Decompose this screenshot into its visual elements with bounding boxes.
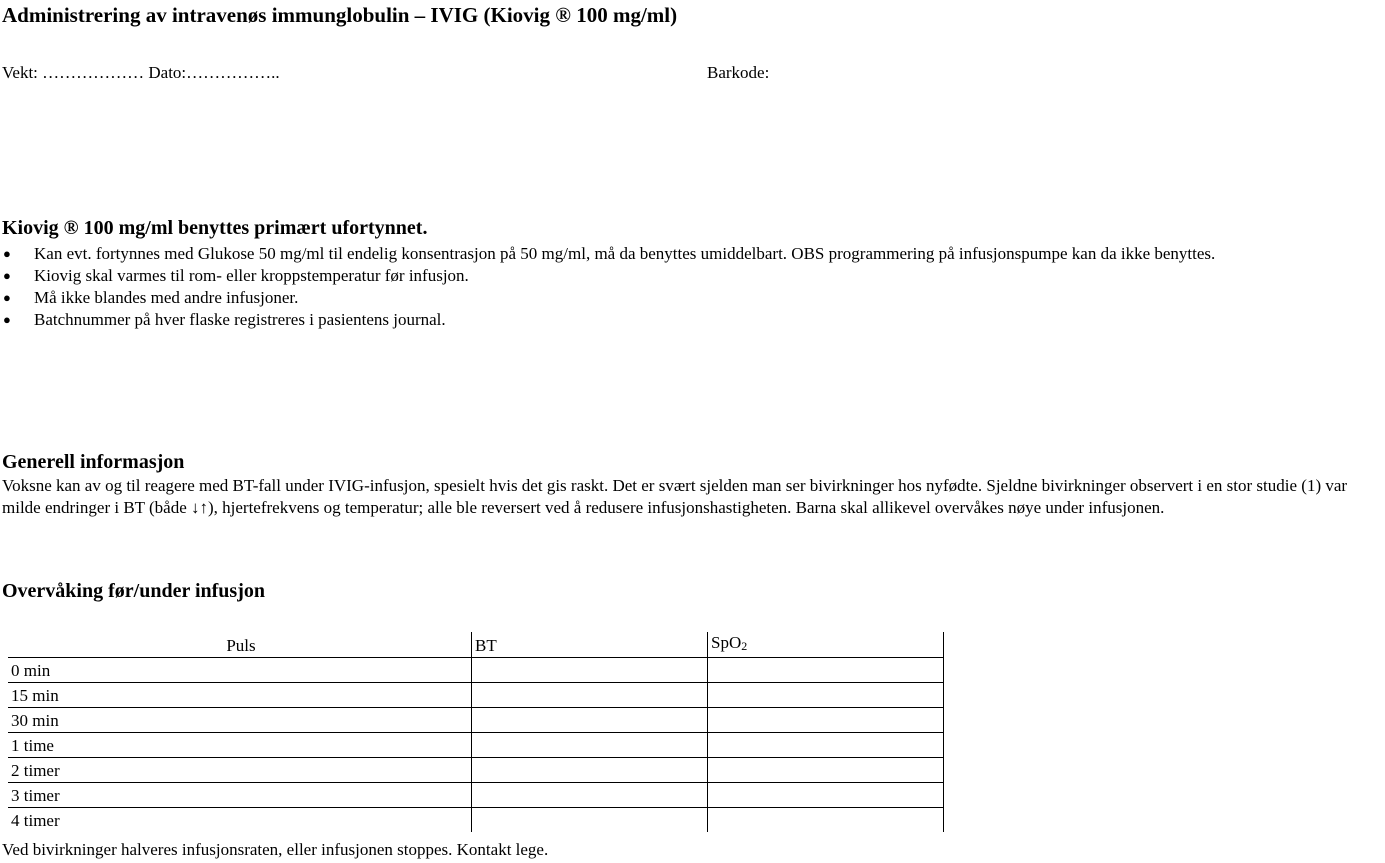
document-title: Administrering av intravenøs immunglobulin – IVIG (Kiovig ® 100 mg/ml): [2, 3, 678, 27]
generell-heading: Generell informasjon: [2, 451, 185, 473]
bullet-item: ● Kiovig skal varmes til rom- eller kroppstemperatur før infusjon.: [3, 266, 469, 285]
spo2-cell[interactable]: [708, 808, 944, 833]
table-row: [8, 683, 944, 708]
date-field[interactable]: Dato:……………..: [148, 63, 280, 82]
spo2-cell[interactable]: [708, 783, 944, 808]
table-row: [8, 708, 944, 733]
table-row: [8, 733, 944, 758]
bullet-item: ● Batchnummer på hver flaske registreres i pasientens journal.: [3, 310, 446, 329]
meta-fields: [2, 62, 280, 84]
row-time-label: 30 min: [8, 708, 472, 733]
table-row: [8, 658, 944, 683]
bt-cell[interactable]: [472, 683, 708, 708]
bullet-item: ● Må ikke blandes med andre infusjoner.: [3, 288, 299, 307]
table-row: [8, 783, 944, 808]
bt-cell[interactable]: [472, 758, 708, 783]
column-header-bt: BT: [472, 632, 708, 658]
table-row: [8, 758, 944, 783]
row-time-label: 15 min: [8, 683, 472, 708]
kiovig-bullet-list: [0, 243, 1385, 331]
row-time-label: 0 min: [8, 658, 472, 683]
monitoring-table: [8, 632, 944, 832]
footer-note: Ved bivirkninger halveres infusjonsraten, eller infusjonen stoppes. Kontakt lege.: [2, 840, 549, 859]
column-header-spo2: SpO$_2$: [708, 632, 944, 658]
kiovig-heading: Kiovig ® 100 mg/ml benyttes primært ufortynnet.: [2, 217, 428, 239]
bt-cell[interactable]: [472, 708, 708, 733]
bullet-dot-icon: ●: [3, 268, 11, 283]
weight-field[interactable]: Vekt: ………………: [2, 63, 145, 82]
spo2-cell[interactable]: [708, 683, 944, 708]
bullet-dot-icon: ●: [3, 290, 11, 305]
spo2-cell[interactable]: [708, 658, 944, 683]
bt-cell[interactable]: [472, 783, 708, 808]
spo2-cell[interactable]: [708, 758, 944, 783]
monitoring-heading: Overvåking før/under infusjon: [2, 580, 265, 602]
row-time-label: 1 time: [8, 733, 472, 758]
barcode-label: Barkode:: [707, 63, 770, 82]
bullet-item: ● Kan evt. fortynnes med Glukose 50 mg/ml til endelig konsentrasjon på 50 mg/ml, må da benyttes umiddelbart. OBS programmering på infusjonspumpe kan da ikke benyttes.: [3, 244, 1216, 263]
table-header-row: [8, 632, 944, 658]
row-time-label: 3 timer: [8, 783, 472, 808]
bt-cell[interactable]: [472, 658, 708, 683]
bt-cell[interactable]: [472, 808, 708, 833]
row-time-label: 2 timer: [8, 758, 472, 783]
table-row: [8, 808, 944, 833]
bullet-dot-icon: ●: [3, 312, 11, 327]
spo2-cell[interactable]: [708, 708, 944, 733]
generell-paragraph: Voksne kan av og til reagere med BT-fall under IVIG-infusjon, spesielt hvis det gis raskt. Det er svært sjelden man ser bivirkninger hos nyfødte. Sjeldne bivirkninger observert i en stor studie (1) var milde endringer i BT (både ↓↑), hjertefrekvens og temperatur; alle ble reversert ved å redusere infusjonshastigheten. Barna skal allikevel overvåkes nøye under infusjonen.: [2, 476, 1348, 517]
row-time-label: 4 timer: [8, 808, 472, 833]
spo2-cell[interactable]: [708, 733, 944, 758]
bt-cell[interactable]: [472, 733, 708, 758]
column-header-puls: Puls: [8, 632, 472, 658]
bullet-dot-icon: ●: [3, 246, 11, 261]
